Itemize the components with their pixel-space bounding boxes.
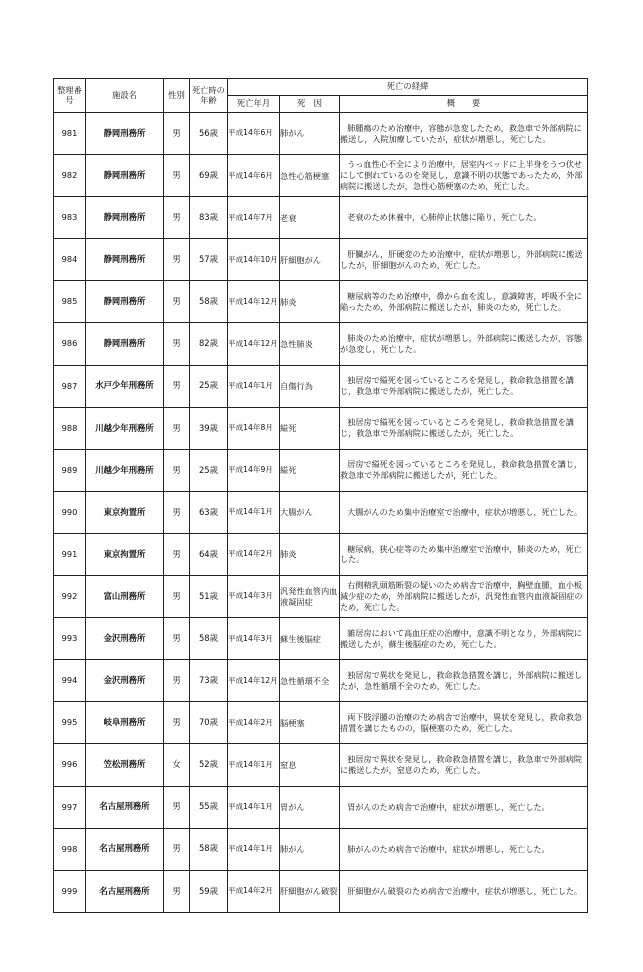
row-number: 999	[54, 870, 86, 912]
table-row	[54, 576, 588, 618]
sex: 男	[164, 618, 190, 660]
row-number: 994	[54, 660, 86, 702]
death-date: 平成14年6月	[228, 155, 280, 197]
table-row	[54, 113, 588, 155]
summary: 糖尿病，狭心症等のため集中治療室で治療中，肺炎のため，死亡した。	[340, 533, 588, 575]
row-number: 985	[54, 281, 86, 323]
death-date: 平成14年1月	[228, 491, 280, 533]
facility-name: 笠松刑務所	[86, 744, 164, 786]
death-date: 平成14年2月	[228, 870, 280, 912]
row-number: 995	[54, 702, 86, 744]
header-summary: 概 要	[340, 96, 588, 113]
death-date: 平成14年2月	[228, 702, 280, 744]
facility-name: 金沢刑務所	[86, 618, 164, 660]
age-at-death: 55歳	[190, 786, 228, 828]
age-at-death: 57歳	[190, 239, 228, 281]
cause-of-death: 自傷行為	[280, 365, 340, 407]
header-death-date: 死亡年月	[228, 96, 280, 113]
summary: 独居房で縊死を図っているところを発見し，救命救急措置を講じ，救急車で外部病院に搬送したが，死亡した。	[340, 407, 588, 449]
age-at-death: 52歳	[190, 744, 228, 786]
facility-name: 静岡刑務所	[86, 155, 164, 197]
death-date: 平成14年3月	[228, 618, 280, 660]
facility-name: 名古屋刑務所	[86, 828, 164, 870]
death-date: 平成14年12月	[228, 660, 280, 702]
row-number: 989	[54, 449, 86, 491]
death-date: 平成14年12月	[228, 323, 280, 365]
facility-name: 静岡刑務所	[86, 239, 164, 281]
sex: 男	[164, 870, 190, 912]
table-row	[54, 449, 588, 491]
table-row	[54, 786, 588, 828]
summary: 居房で縊死を図っているところを発見し，救命救急措置を講じ，救急車で外部病院に搬送したが，死亡した。	[340, 449, 588, 491]
cause-of-death: 急性心筋梗塞	[280, 155, 340, 197]
age-at-death: 64歳	[190, 533, 228, 575]
cause-of-death: 急性循環不全	[280, 660, 340, 702]
row-number: 990	[54, 491, 86, 533]
cause-of-death: 大腸がん	[280, 491, 340, 533]
table-row	[54, 744, 588, 786]
sex: 男	[164, 281, 190, 323]
death-date: 平成14年1月	[228, 828, 280, 870]
cause-of-death: 縊死	[280, 449, 340, 491]
facility-name: 名古屋刑務所	[86, 870, 164, 912]
cause-of-death: 老衰	[280, 197, 340, 239]
age-at-death: 82歳	[190, 323, 228, 365]
table-row	[54, 828, 588, 870]
row-number: 991	[54, 533, 86, 575]
age-at-death: 70歳	[190, 702, 228, 744]
summary: 肺腫瘍のため治療中，容態が急変したため，救急車で外部病院に搬送し，入院加療していたが，症状が増悪し，死亡した。	[340, 113, 588, 155]
cause-of-death: 肺炎	[280, 281, 340, 323]
sex: 男	[164, 702, 190, 744]
cause-of-death: 脳梗塞	[280, 702, 340, 744]
facility-name: 東京拘置所	[86, 533, 164, 575]
summary: 独居房で異状を発見し，救命救急措置を講じ，救急車で外部病院に搬送したが，窒息のため，死亡した。	[340, 744, 588, 786]
death-date: 平成14年1月	[228, 365, 280, 407]
row-number: 996	[54, 744, 86, 786]
age-at-death: 25歳	[190, 449, 228, 491]
summary: 胃がんのため病舎で治療中，症状が増悪し，死亡した。	[340, 786, 588, 828]
row-number: 987	[54, 365, 86, 407]
cause-of-death: 肝細胞がん破裂	[280, 870, 340, 912]
cause-of-death: 急性肺炎	[280, 323, 340, 365]
summary: 両下肢浮腫の治療のため病舎で治療中，異状を発見し，救命救急措置を講じたものの，脳梗塞のため，死亡した。	[340, 702, 588, 744]
facility-name: 静岡刑務所	[86, 281, 164, 323]
facility-name: 東京拘置所	[86, 491, 164, 533]
cause-of-death: 胃がん	[280, 786, 340, 828]
cause-of-death: 縊死	[280, 407, 340, 449]
facility-name: 水戸少年刑務所	[86, 365, 164, 407]
summary: 肝臓がん，肝硬変のため治療中，症状が増悪し，外部病院に搬送したが，肝細胞がんのため，死亡した。	[340, 239, 588, 281]
header-sex: 性別	[164, 79, 190, 113]
sex: 女	[164, 744, 190, 786]
age-at-death: 73歳	[190, 660, 228, 702]
cause-of-death: 汎発性血管内血液凝固症	[280, 576, 340, 618]
cause-of-death: 蘇生後脳症	[280, 618, 340, 660]
table-row	[54, 702, 588, 744]
header-facility: 施設名	[86, 79, 164, 113]
facility-name: 名古屋刑務所	[86, 786, 164, 828]
sex: 男	[164, 365, 190, 407]
cause-of-death: 肝細胞がん	[280, 239, 340, 281]
sex: 男	[164, 323, 190, 365]
summary: うっ血性心不全により治療中，居室内ベッドに上半身をうつ伏せにして倒れているのを発見し，意識不明の状態であったため，外部病院に搬送したが，急性心筋梗塞のため，死亡した。	[340, 155, 588, 197]
summary: 独居房で縊死を図っているところを発見し，救命救急措置を講じ，救急車で外部病院に搬送したが，死亡した。	[340, 365, 588, 407]
age-at-death: 83歳	[190, 197, 228, 239]
age-at-death: 39歳	[190, 407, 228, 449]
death-date: 平成14年10月	[228, 239, 280, 281]
age-at-death: 63歳	[190, 491, 228, 533]
sex: 男	[164, 533, 190, 575]
facility-name: 静岡刑務所	[86, 113, 164, 155]
header-circumstances: 死亡の経緯	[228, 79, 588, 96]
header-number: 整理番号	[54, 79, 86, 113]
age-at-death: 58歳	[190, 828, 228, 870]
age-at-death: 59歳	[190, 870, 228, 912]
table-row	[54, 870, 588, 912]
table-row	[54, 407, 588, 449]
row-number: 982	[54, 155, 86, 197]
row-number: 988	[54, 407, 86, 449]
header-cause: 死 因	[280, 96, 340, 113]
table-row	[54, 239, 588, 281]
table-header	[54, 79, 588, 113]
sex: 男	[164, 576, 190, 618]
row-number: 983	[54, 197, 86, 239]
age-at-death: 51歳	[190, 576, 228, 618]
age-at-death: 58歳	[190, 281, 228, 323]
row-number: 997	[54, 786, 86, 828]
table-row	[54, 618, 588, 660]
death-date: 平成14年2月	[228, 533, 280, 575]
summary: 独居房で異状を発見し，救命救急措置を講じ，外部病院に搬送したが，急性循環不全のため，死亡した。	[340, 660, 588, 702]
table-body	[54, 113, 588, 913]
facility-name: 岐阜刑務所	[86, 702, 164, 744]
header-age: 死亡時の年齢	[190, 79, 228, 113]
row-number: 992	[54, 576, 86, 618]
facility-name: 富山刑務所	[86, 576, 164, 618]
sex: 男	[164, 155, 190, 197]
table-row	[54, 281, 588, 323]
death-date: 平成14年1月	[228, 744, 280, 786]
cause-of-death: 肺炎	[280, 533, 340, 575]
facility-name: 静岡刑務所	[86, 323, 164, 365]
sex: 男	[164, 786, 190, 828]
table-row	[54, 533, 588, 575]
summary: 肺炎のため治療中，症状が増悪し，外部病院に搬送したが，容態が急変し，死亡した。	[340, 323, 588, 365]
summary: 肺がんのため病舎で治療中，症状が増悪し，死亡した。	[340, 828, 588, 870]
age-at-death: 69歳	[190, 155, 228, 197]
death-date: 平成14年6月	[228, 113, 280, 155]
summary: 糖尿病等のため治療中，鼻から血を流し，意識障害，呼吸不全に陥ったため，外部病院に搬送したが，肺炎のため，死亡した。	[340, 281, 588, 323]
summary: 大腸がんのため集中治療室で治療中，症状が増悪し，死亡した。	[340, 491, 588, 533]
sex: 男	[164, 491, 190, 533]
row-number: 981	[54, 113, 86, 155]
cause-of-death: 肺がん	[280, 828, 340, 870]
age-at-death: 56歳	[190, 113, 228, 155]
age-at-death: 58歳	[190, 618, 228, 660]
table-row	[54, 155, 588, 197]
row-number: 993	[54, 618, 86, 660]
table-row	[54, 197, 588, 239]
sex: 男	[164, 407, 190, 449]
cause-of-death: 窒息	[280, 744, 340, 786]
facility-name: 川越少年刑務所	[86, 449, 164, 491]
death-date: 平成14年1月	[228, 786, 280, 828]
death-date: 平成14年8月	[228, 407, 280, 449]
death-date: 平成14年12月	[228, 281, 280, 323]
death-date: 平成14年3月	[228, 576, 280, 618]
summary: 老衰のため休養中，心肺停止状態に陥り，死亡した。	[340, 197, 588, 239]
sex: 男	[164, 113, 190, 155]
sex: 男	[164, 828, 190, 870]
summary: 雑居房において高血圧症の治療中，意識不明となり，外部病院に搬送したが，蘇生後脳症のため，死亡した。	[340, 618, 588, 660]
table-row	[54, 365, 588, 407]
cause-of-death: 肺がん	[280, 113, 340, 155]
sex: 男	[164, 449, 190, 491]
table-row	[54, 323, 588, 365]
facility-name: 川越少年刑務所	[86, 407, 164, 449]
facility-name: 静岡刑務所	[86, 197, 164, 239]
sex: 男	[164, 197, 190, 239]
death-date: 平成14年9月	[228, 449, 280, 491]
table-row	[54, 660, 588, 702]
deaths-table	[53, 78, 588, 913]
row-number: 998	[54, 828, 86, 870]
table-row	[54, 491, 588, 533]
sex: 男	[164, 239, 190, 281]
row-number: 984	[54, 239, 86, 281]
row-number: 986	[54, 323, 86, 365]
death-date: 平成14年7月	[228, 197, 280, 239]
summary: 肝細胞がん破裂のため病舎で治療中，症状が増悪し，死亡した。	[340, 870, 588, 912]
summary: 右側精乳頭筋断裂の疑いのため病舎で治療中，胸壁血腫，血小板減少症のため，外部病院に搬送したが，汎発性血管内血液凝固症のため，死亡した。	[340, 576, 588, 618]
sex: 男	[164, 660, 190, 702]
facility-name: 金沢刑務所	[86, 660, 164, 702]
age-at-death: 25歳	[190, 365, 228, 407]
